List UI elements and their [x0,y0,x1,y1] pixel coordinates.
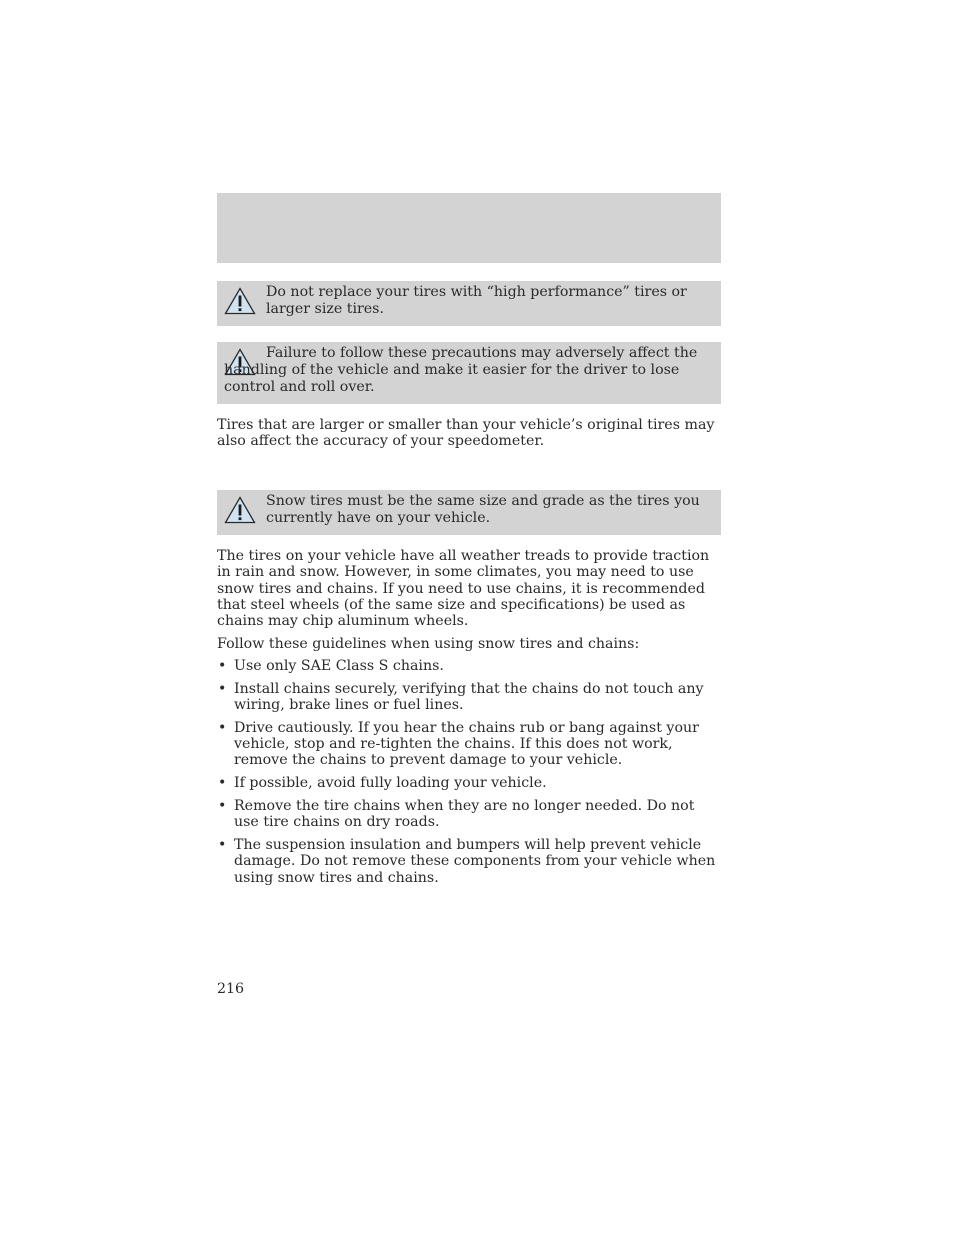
list-item [217,837,721,886]
snow-chain-guidelines-list [217,658,721,893]
bullet-icon: • [218,658,227,674]
warning-text: Do not replace your tires with “high performance” tires or larger size tires. [266,284,687,317]
list-item [217,681,721,714]
bullet-icon: • [218,775,227,792]
warning-text: Failure to follow these precautions may adversely affect the handling of the vehicle and make it easier for the driver to lose control and roll over. [224,345,698,395]
list-item [217,798,721,831]
list-item [217,658,721,674]
bullet-icon: • [218,798,227,815]
list-item-text: Remove the tire chains when they are no longer needed. Do not use tire chains on dry roads. [234,798,695,831]
list-item-text: Drive cautiously. If you hear the chains rub or bang against your vehicle, stop and re-tighten the chains. If this does not work, remove the chains to prevent damage to your vehicle. [234,719,699,769]
list-item-text: Use only SAE Class S chains. [234,658,444,674]
speedometer-paragraph: Tires that are larger or smaller than your vehicle’s original tires may also affect the accuracy of your speedometer. [217,417,715,450]
bullet-icon: • [218,719,227,736]
section-header-band [217,193,721,263]
warning-triangle-icon [224,496,256,524]
warning-box-precautions [217,342,721,404]
warning-triangle-icon [224,287,256,315]
bullet-icon: • [218,680,227,697]
bullet-icon: • [218,837,227,854]
list-item [217,775,721,791]
warning-box-high-performance [217,281,721,326]
list-item-text: Install chains securely, verifying that the chains do not touch any wiring, brake lines or fuel lines. [234,680,704,714]
list-item [217,720,721,769]
all-weather-treads-paragraph: The tires on your vehicle have all weather treads to provide traction in rain and snow. However, in some climates, you may need to use snow tires and chains. If you need to use chains, it is recommended that steel wheels (of the same size and specifications) be used as chains may chip aluminum wheels. [217,548,710,630]
page-number: 216 [217,981,245,997]
list-item-text: If possible, avoid fully loading your vehicle. [234,775,547,792]
list-item-text: The suspension insulation and bumpers will help prevent vehicle damage. Do not remove these components from your vehicle when using snow tires and chains. [234,837,716,886]
guidelines-intro: Follow these guidelines when using snow tires and chains: [217,636,640,652]
warning-box-snow-tires [217,490,721,535]
warning-text: Snow tires must be the same size and grade as the tires you currently have on your vehicle. [266,493,700,526]
